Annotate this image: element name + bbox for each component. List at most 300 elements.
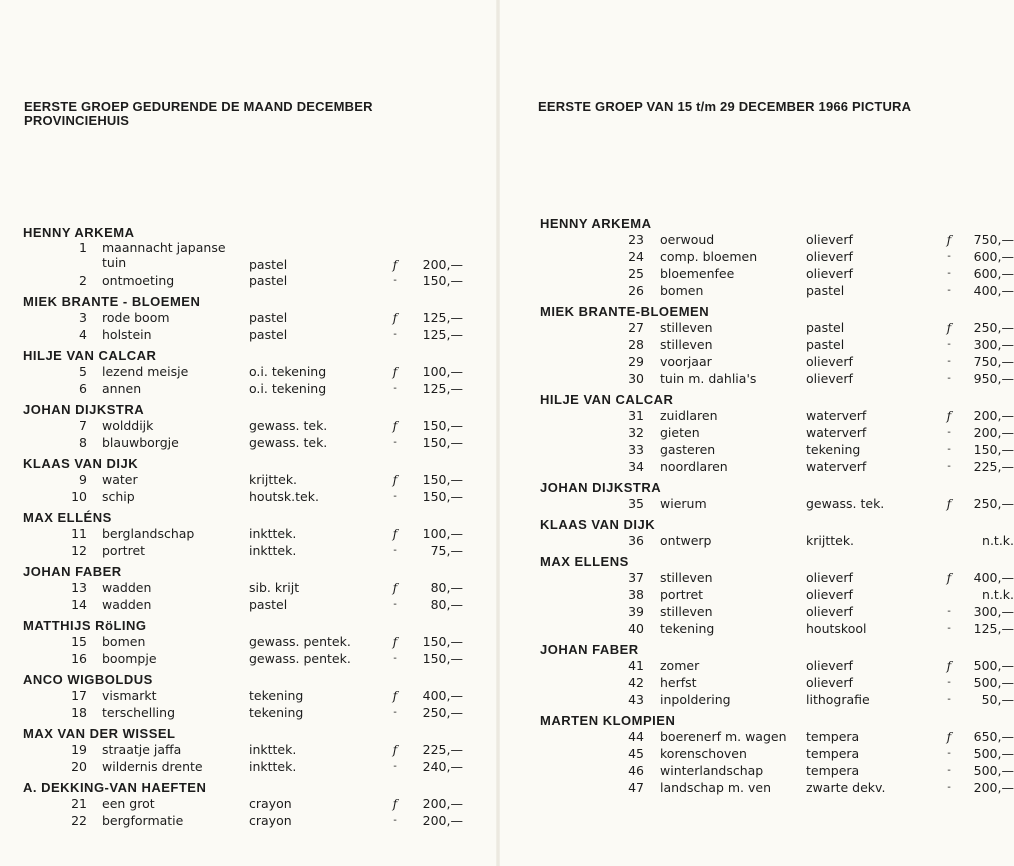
entry-currency: -	[947, 677, 951, 688]
entry-medium: olieverf	[806, 249, 853, 264]
entry-currency: -	[393, 707, 397, 718]
entry-number: 2	[79, 273, 87, 288]
entry-price: n.t.k.	[982, 587, 1014, 602]
entry-price: 50,—	[981, 692, 1014, 707]
artist-name: A. DEKKING-VAN HAEFTEN	[23, 780, 207, 795]
entry-medium: waterverf	[806, 408, 867, 423]
entry-medium: gewass. pentek.	[249, 651, 351, 666]
entry-price: 600,—	[973, 266, 1014, 281]
catalogue-entry	[23, 542, 463, 559]
entry-price: 750,—	[973, 232, 1014, 247]
entry-title: lezend meisje	[102, 364, 189, 379]
entry-title: gasteren	[660, 442, 716, 457]
catalogue-entry	[23, 417, 463, 434]
entry-number: 37	[628, 570, 644, 585]
entry-title: water	[102, 472, 138, 487]
entry-number: 21	[71, 796, 87, 811]
entry-title: stilleven	[660, 337, 713, 352]
entry-medium: olieverf	[806, 604, 853, 619]
right-catalogue-list	[540, 216, 1014, 796]
entry-currency: -	[393, 815, 397, 826]
entry-title: wadden	[102, 580, 152, 595]
entry-price: 150,—	[422, 435, 463, 450]
entry-medium: waterverf	[806, 459, 867, 474]
artist-name: MAX VAN DER WISSEL	[23, 726, 176, 741]
entry-medium: krijttek.	[806, 533, 855, 548]
entry-number: 12	[71, 543, 87, 558]
entry-price: 300,—	[973, 337, 1014, 352]
entry-number: 20	[71, 759, 87, 774]
entry-price: 600,—	[973, 249, 1014, 264]
entry-medium: lithografie	[806, 692, 870, 707]
artist-name: HILJE VAN CALCAR	[23, 348, 157, 363]
entry-title: holstein	[102, 327, 152, 342]
entry-number: 27	[628, 320, 644, 335]
entry-title: bergformatie	[102, 813, 184, 828]
entry-number: 46	[628, 763, 644, 778]
entry-price: 240,—	[422, 759, 463, 774]
entry-title: vismarkt	[102, 688, 157, 703]
artist-name: MARTEN KLOMPIEN	[540, 713, 676, 728]
entry-medium: inkttek.	[249, 742, 297, 757]
entry-number: 16	[71, 651, 87, 666]
entry-title: blauwborgje	[102, 435, 179, 450]
entry-medium: olieverf	[806, 354, 853, 369]
entry-number: 23	[628, 232, 644, 247]
catalogue-entry	[540, 603, 1014, 620]
entry-price: 150,—	[422, 634, 463, 649]
entry-price: 400,—	[422, 688, 463, 703]
entry-title: boerenerf m. wagen	[660, 729, 787, 744]
entry-price: 300,—	[973, 604, 1014, 619]
entry-title: stilleven	[660, 320, 713, 335]
right-page-header	[538, 100, 911, 114]
entry-title: berglandschap	[102, 526, 195, 541]
entry-price: 950,—	[973, 371, 1014, 386]
entry-currency: -	[393, 761, 397, 772]
entry-medium: olieverf	[806, 232, 853, 247]
entry-title: bomen	[102, 634, 146, 649]
entry-number: 35	[628, 496, 644, 511]
entry-medium: olieverf	[806, 587, 853, 602]
entry-number: 18	[71, 705, 87, 720]
entry-price: 125,—	[422, 381, 463, 396]
entry-price: 225,—	[422, 742, 463, 757]
left-catalogue-list	[23, 225, 463, 829]
entry-medium: o.i. tekening	[249, 381, 327, 396]
catalogue-entry	[23, 650, 463, 667]
entry-title: boompje	[102, 651, 157, 666]
entry-currency: f	[946, 320, 952, 335]
catalogue-entry	[23, 687, 463, 704]
entry-price: 100,—	[422, 526, 463, 541]
entry-currency: -	[947, 461, 951, 472]
entry-medium: inkttek.	[249, 759, 297, 774]
entry-medium: olieverf	[806, 371, 853, 386]
entry-currency: -	[393, 383, 397, 394]
entry-medium: pastel	[806, 320, 845, 335]
entry-medium: gewass. tek.	[806, 496, 885, 511]
entry-price: 500,—	[973, 763, 1014, 778]
entry-currency: -	[947, 748, 951, 759]
entry-medium: o.i. tekening	[249, 364, 327, 379]
entry-currency: f	[946, 408, 952, 423]
entry-medium: gewass. tek.	[249, 418, 328, 433]
entry-medium: olieverf	[806, 675, 853, 690]
entry-currency: f	[392, 310, 398, 325]
entry-price: 125,—	[973, 621, 1014, 636]
entry-medium: crayon	[249, 796, 292, 811]
entry-title: terschelling	[102, 705, 176, 720]
catalogue-entry	[23, 633, 463, 650]
entry-title: oerwoud	[660, 232, 715, 247]
catalogue-entry	[23, 488, 463, 505]
entry-number: 47	[628, 780, 644, 795]
entry-price: 75,—	[430, 543, 463, 558]
catalogue-entry	[23, 363, 463, 380]
entry-medium: pastel	[806, 337, 845, 352]
entry-title: portret	[102, 543, 146, 558]
entry-medium: olieverf	[806, 658, 853, 673]
artist-name: HENNY ARKEMA	[540, 216, 652, 231]
entry-price: 200,—	[422, 796, 463, 811]
artist-name: JOHAN DIJKSTRA	[540, 480, 662, 495]
entry-title: zuidlaren	[660, 408, 718, 423]
entry-title: annen	[102, 381, 142, 396]
entry-medium: sib. krijt	[249, 580, 300, 595]
artist-name: ANCO WIGBOLDUS	[23, 672, 153, 687]
entry-title: wadden	[102, 597, 152, 612]
catalogue-entry	[540, 458, 1014, 475]
entry-medium: tekening	[249, 705, 304, 720]
entry-title: voorjaar	[660, 354, 712, 369]
entry-currency: f	[392, 418, 398, 433]
entry-price: 150,—	[422, 472, 463, 487]
entry-number: 14	[71, 597, 87, 612]
catalogue-entry	[540, 353, 1014, 370]
entry-title: wolddijk	[102, 418, 154, 433]
entry-currency: f	[946, 658, 952, 673]
entry-number: 4	[79, 327, 87, 342]
entry-price: 750,—	[973, 354, 1014, 369]
entry-currency: -	[947, 765, 951, 776]
entry-number: 17	[71, 688, 87, 703]
catalogue-entry	[23, 525, 463, 542]
catalogue-entry	[23, 812, 463, 829]
entry-medium: inkttek.	[249, 543, 297, 558]
entry-medium: tempera	[806, 746, 860, 761]
entry-number: 7	[79, 418, 87, 433]
entry-medium: houtsk.tek.	[249, 489, 319, 504]
entry-price: 500,—	[973, 658, 1014, 673]
entry-price: 250,—	[973, 496, 1014, 511]
entry-number: 6	[79, 381, 87, 396]
entry-title: ontwerp	[660, 533, 712, 548]
entry-number: 13	[71, 580, 87, 595]
entry-number: 31	[628, 408, 644, 423]
entry-medium: gewass. tek.	[249, 435, 328, 450]
entry-title: zomer	[660, 658, 700, 673]
right-page	[500, 0, 1014, 866]
entry-title: tuin m. dahlia's	[660, 371, 757, 386]
entry-title: wierum	[660, 496, 707, 511]
entry-price: 200,—	[973, 780, 1014, 795]
entry-medium: gewass. pentek.	[249, 634, 351, 649]
entry-price: 125,—	[422, 310, 463, 325]
entry-number: 43	[628, 692, 644, 707]
entry-price: 150,—	[422, 651, 463, 666]
entry-title: comp. bloemen	[660, 249, 758, 264]
entry-title: ontmoeting	[102, 273, 175, 288]
artist-name: HILJE VAN CALCAR	[540, 392, 674, 407]
entry-number: 9	[79, 472, 87, 487]
entry-medium: tekening	[249, 688, 304, 703]
entry-medium: tempera	[806, 763, 860, 778]
catalogue-entry	[540, 762, 1014, 779]
entry-number: 29	[628, 354, 644, 369]
catalogue-entry	[23, 741, 463, 758]
entry-medium: zwarte dekv.	[806, 780, 886, 795]
catalogue-entry	[540, 779, 1014, 796]
entry-currency: f	[392, 526, 398, 541]
catalogue-entry	[540, 265, 1014, 282]
entry-title: tekening	[660, 621, 715, 636]
entry-currency: -	[393, 329, 397, 340]
entry-number: 40	[628, 621, 644, 636]
entry-price: 150,—	[973, 442, 1014, 457]
entry-price: 80,—	[430, 580, 463, 595]
entry-currency: -	[947, 427, 951, 438]
entry-title: maannacht japanse tuin	[102, 240, 226, 270]
entry-title: winterlandschap	[660, 763, 764, 778]
entry-title: korenschoven	[660, 746, 747, 761]
entry-title: noordlaren	[660, 459, 728, 474]
entry-number: 39	[628, 604, 644, 619]
entry-price: 150,—	[422, 418, 463, 433]
entry-currency: f	[392, 796, 398, 811]
entry-number: 5	[79, 364, 87, 379]
catalogue-entry	[540, 620, 1014, 637]
entry-title: landschap m. ven	[660, 780, 771, 795]
entry-medium: pastel	[249, 273, 288, 288]
entry-number: 1	[79, 240, 87, 255]
artist-name: MAX ELLÉNS	[23, 510, 112, 525]
entry-medium: olieverf	[806, 570, 853, 585]
catalogue-entry	[540, 319, 1014, 336]
catalogue-entry	[540, 674, 1014, 691]
catalogue-entry	[540, 495, 1014, 512]
entry-title: herfst	[660, 675, 697, 690]
entry-price: 225,—	[973, 459, 1014, 474]
catalogue-entry	[23, 596, 463, 613]
entry-currency: f	[392, 580, 398, 595]
entry-currency: f	[392, 634, 398, 649]
entry-currency: f	[392, 257, 398, 272]
left-page	[0, 0, 495, 866]
entry-currency: -	[393, 437, 397, 448]
entry-price: 100,—	[422, 364, 463, 379]
artist-name: MIEK BRANTE-BLOEMEN	[540, 304, 710, 319]
catalogue-entry	[23, 795, 463, 812]
artist-name: MAX ELLENS	[540, 554, 629, 569]
catalogue-entry	[540, 336, 1014, 353]
entry-number: 45	[628, 746, 644, 761]
entry-number: 19	[71, 742, 87, 757]
entry-medium: inkttek.	[249, 526, 297, 541]
entry-price: 125,—	[422, 327, 463, 342]
entry-number: 24	[628, 249, 644, 264]
entry-medium: pastel	[249, 257, 288, 272]
artist-name: HENNY ARKEMA	[23, 225, 135, 240]
catalogue-entry	[23, 579, 463, 596]
catalogue-entry	[23, 326, 463, 343]
entry-title: inpoldering	[660, 692, 731, 707]
entry-title: stilleven	[660, 570, 713, 585]
catalogue-entry	[540, 569, 1014, 586]
entry-currency: -	[947, 694, 951, 705]
entry-number: 8	[79, 435, 87, 450]
entry-price: 150,—	[422, 489, 463, 504]
entry-currency: -	[947, 373, 951, 384]
catalogue-entry	[23, 309, 463, 326]
entry-title: wildernis drente	[102, 759, 203, 774]
entry-currency: f	[392, 472, 398, 487]
entry-medium: tempera	[806, 729, 860, 744]
entry-currency: -	[947, 285, 951, 296]
catalogue-entry	[23, 380, 463, 397]
entry-currency: f	[392, 688, 398, 703]
entry-title: een grot	[102, 796, 155, 811]
entry-medium: pastel	[249, 327, 288, 342]
entry-currency: f	[946, 729, 952, 744]
entry-currency: f	[392, 742, 398, 757]
entry-currency: -	[947, 251, 951, 262]
entry-currency: f	[946, 232, 952, 247]
entry-price: 250,—	[422, 705, 463, 720]
artist-name: JOHAN DIJKSTRA	[23, 402, 145, 417]
entry-title: rode boom	[102, 310, 170, 325]
entry-medium: tekening	[806, 442, 861, 457]
entry-currency: f	[392, 364, 398, 379]
entry-currency: -	[393, 275, 397, 286]
entry-price: 200,—	[422, 257, 463, 272]
entry-number: 33	[628, 442, 644, 457]
catalogue-entry	[23, 240, 463, 272]
entry-price: 200,—	[973, 425, 1014, 440]
catalogue-entry	[23, 758, 463, 775]
catalogue-entry	[540, 424, 1014, 441]
catalogue-entry	[540, 532, 1014, 549]
left-header-line-1: EERSTE GROEP GEDURENDE DE MAAND DECEMBER	[24, 99, 373, 114]
entry-number: 10	[71, 489, 87, 504]
catalogue-entry	[540, 745, 1014, 762]
entry-number: 11	[71, 526, 87, 541]
entry-currency: -	[393, 545, 397, 556]
catalogue-entry	[540, 282, 1014, 299]
entry-currency: -	[393, 491, 397, 502]
entry-medium: houtskool	[806, 621, 867, 636]
entry-currency: -	[947, 268, 951, 279]
artist-name: MATTHIJS RöLING	[23, 618, 147, 633]
entry-price: 80,—	[430, 597, 463, 612]
entry-title: schip	[102, 489, 135, 504]
catalogue-entry	[540, 407, 1014, 424]
catalogue-entry	[540, 441, 1014, 458]
entry-medium: waterverf	[806, 425, 867, 440]
entry-title: straatje jaffa	[102, 742, 182, 757]
entry-price: 250,—	[973, 320, 1014, 335]
entry-currency: -	[947, 606, 951, 617]
entry-number: 25	[628, 266, 644, 281]
entry-price: 400,—	[973, 283, 1014, 298]
entry-price: 500,—	[973, 675, 1014, 690]
entry-title: gieten	[660, 425, 700, 440]
entry-medium: pastel	[249, 310, 288, 325]
catalogue-entry	[540, 657, 1014, 674]
entry-number: 38	[628, 587, 644, 602]
catalogue-entry	[540, 248, 1014, 265]
artist-name: MIEK BRANTE - BLOEMEN	[23, 294, 201, 309]
entry-price: 400,—	[973, 570, 1014, 585]
entry-price: n.t.k.	[982, 533, 1014, 548]
entry-medium: pastel	[806, 283, 845, 298]
entry-price: 650,—	[973, 729, 1014, 744]
entry-price: 150,—	[422, 273, 463, 288]
entry-currency: -	[947, 339, 951, 350]
entry-price: 200,—	[422, 813, 463, 828]
catalogue-entry	[540, 586, 1014, 603]
entry-price: 200,—	[973, 408, 1014, 423]
entry-currency: -	[947, 782, 951, 793]
entry-medium: krijttek.	[249, 472, 298, 487]
entry-title: portret	[660, 587, 704, 602]
catalogue-entry	[23, 434, 463, 451]
entry-number: 41	[628, 658, 644, 673]
entry-price: 500,—	[973, 746, 1014, 761]
right-header-line-1: EERSTE GROEP VAN 15 t/m 29 DECEMBER 1966 PICTURA	[538, 99, 912, 114]
entry-number: 26	[628, 283, 644, 298]
artist-name: KLAAS VAN DIJK	[540, 517, 656, 532]
catalogue-entry	[540, 728, 1014, 745]
entry-number: 30	[628, 371, 644, 386]
entry-number: 42	[628, 675, 644, 690]
entry-number: 44	[628, 729, 644, 744]
catalogue-entry	[23, 704, 463, 721]
entry-currency: -	[947, 623, 951, 634]
entry-number: 22	[71, 813, 87, 828]
catalogue-entry	[540, 370, 1014, 387]
catalogue-entry	[540, 231, 1014, 248]
entry-currency: -	[393, 653, 397, 664]
entry-title: bomen	[660, 283, 704, 298]
left-header-line-2: PROVINCIEHUIS	[24, 113, 130, 128]
catalogue-entry	[23, 471, 463, 488]
catalogue-entry	[540, 691, 1014, 708]
entry-medium: olieverf	[806, 266, 853, 281]
entry-number: 32	[628, 425, 644, 440]
artist-name: JOHAN FABER	[540, 642, 639, 657]
entry-title: bloemenfee	[660, 266, 735, 281]
entry-currency: f	[946, 570, 952, 585]
artist-name: JOHAN FABER	[23, 564, 122, 579]
entry-medium: crayon	[249, 813, 292, 828]
entry-number: 34	[628, 459, 644, 474]
artist-name: KLAAS VAN DIJK	[23, 456, 139, 471]
entry-number: 3	[79, 310, 87, 325]
entry-number: 15	[71, 634, 87, 649]
entry-number: 28	[628, 337, 644, 352]
entry-currency: -	[393, 599, 397, 610]
